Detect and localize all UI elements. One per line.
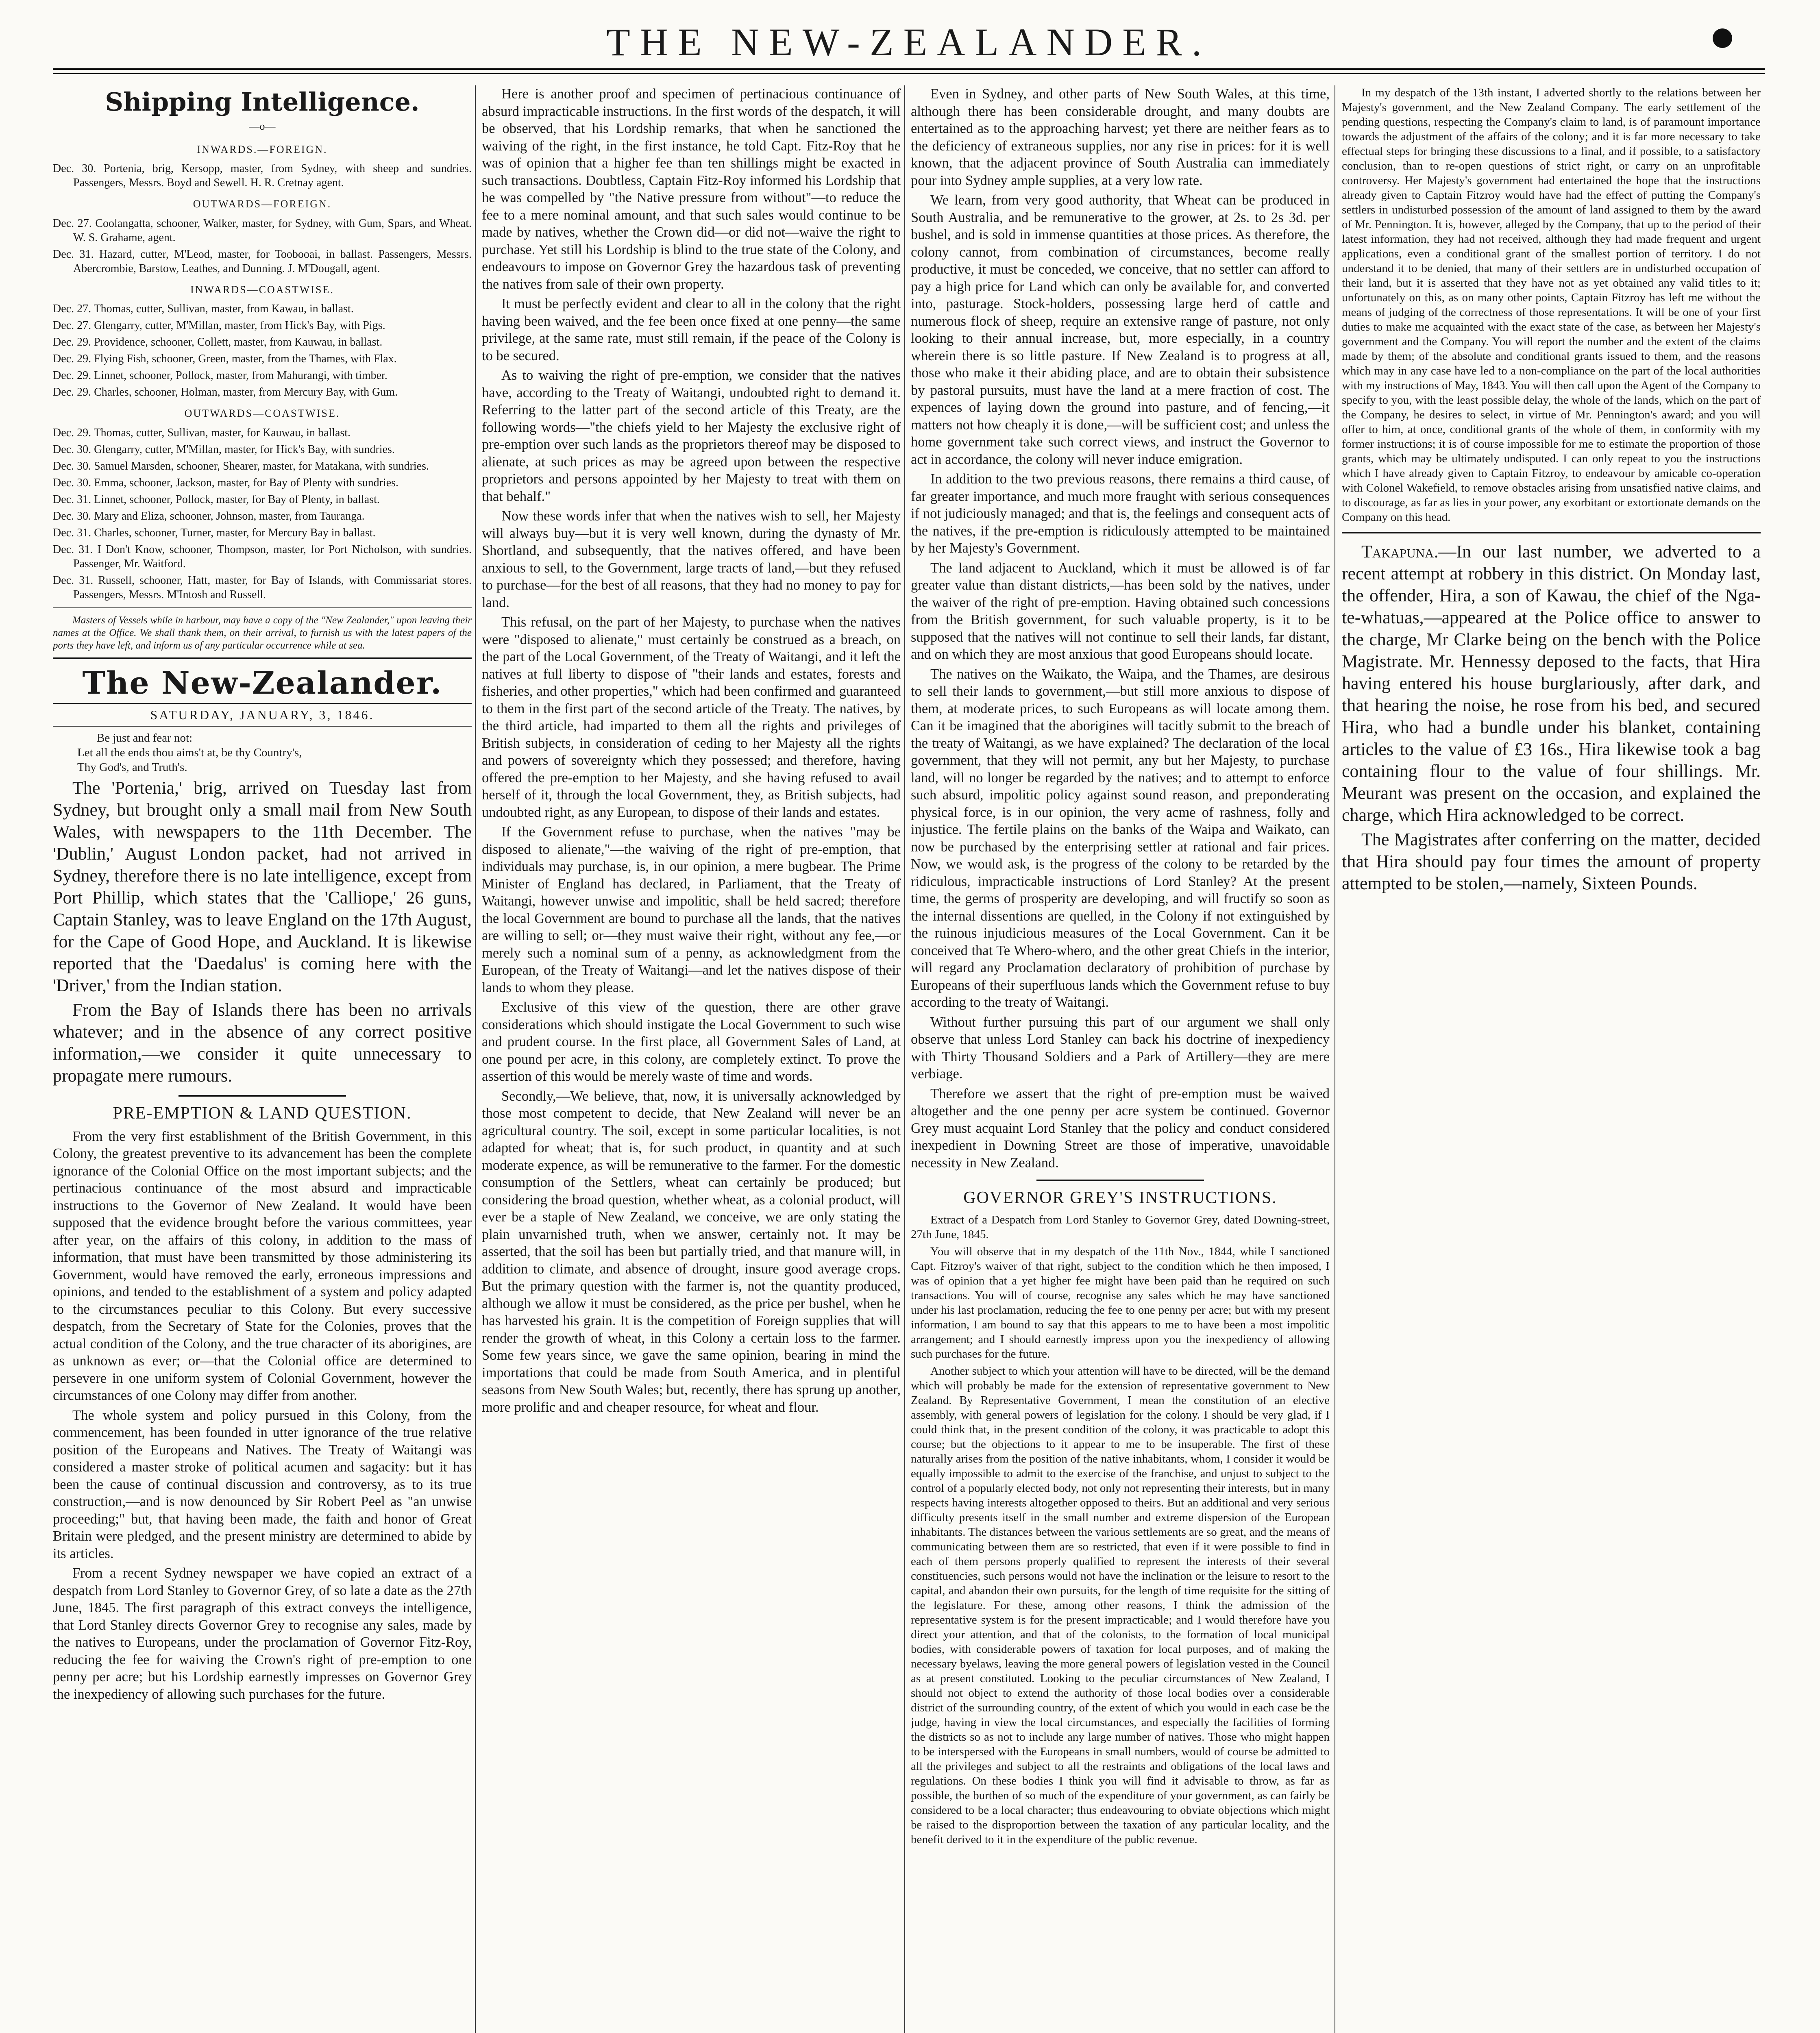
divider <box>53 607 472 608</box>
divider <box>53 657 472 659</box>
divider <box>179 1095 346 1097</box>
shipping-separator: —o— <box>249 120 276 132</box>
article-paragraph: If the Government refuse to purchase, when the natives "may be disposed to alienate,"—the waiving of the right of pre-emption, that individuals may purchase, is, in our opinion, a mere bugbear. The Prime Minister of England has declared, in Parliament, that the Treaty of Waitangi, however unwise and impolitic, shall be held sacred; therefore the local Government are bound to purchase all the lands, that the natives are willing to sell; or—they must waive their right, without any fee,—or merely such a nominal sum of a penny, as acknowledgment from the European, of the Treaty of Waitangi—and let the natives dispose of their lands to whom they please. <box>482 824 901 995</box>
shipping-entry: Dec. 30. Mary and Eliza, schooner, Johnson, master, from Tauranga. <box>53 509 365 522</box>
article-paragraph: Secondly,—We believe, that, now, it is universally acknowledged by those most competent to decide, that New Zealand will never be an agricultural country. The soil, except in some particular localities, is not adapted for wheat; that is, for such product, in quantity and at such moderate expence, as will be remunerative to the farmer. For the domestic consumption of the Settlers, wheat can certainly be produced; but considering the broad question, whether wheat, as a colonial product, will ever be a staple of New Zealand, we conceive, we are only stating the plain unvarnished truth, when we answer, certainly not. It may be asserted, that the soil has been but partially tried, and that manure will, in addition to climate, and absence of drought, insure good average crops. But the primary question with the farmer is, not the quantity produced, although we allow it must be considered, as the price per bushel, when he has harvested his grain. It is the competition of Foreign supplies that will render the growth of wheat, in this Colony a certain loss to the farmer. Some few years since, we gave the same opinion, bearing in mind the importations that could be made from South America, and in plentiful seasons from New South Wales; but, recently, there has sprung up another, more prolific and and cheaper resource, for wheat and flour. <box>482 1088 901 1415</box>
divider <box>1342 532 1761 533</box>
shipping-entry: Dec. 30. Samuel Marsden, schooner, Shearer, master, for Matakana, with sundries. <box>53 459 429 472</box>
takapuna-text: —In our last number, we adverted to a recent attempt at robbery in this district. On Monday last, the offender, Hira, a son of Kawau, the chief of the Nga-te-whatuas,—appeared at the Police office to answer to the charge, Mr Clarke being on the bench with the Police Magistrate. Mr. Hennessy deposed to the facts, that Hira having entered his house burglariously, after dark, and that hearing the noise, he rose from his bed, and secured Hira, who had a bundle under his blanket, containing articles to the value of £3 16s., Hira likewise took a bag containing flour to the value of four shillings. Mr. Meurant was present on the occasion, and explained the charge, which Hira acknowledged to be correct. <box>1342 542 1761 825</box>
article-paragraph: Therefore we assert that the right of pre-emption must be waived altogether and the one penny per acre system be continued. Governor Grey must acquaint Lord Stanley that the policy and conduct considered inexpedient in Downing Street are those of imperative, unavoidable necessity in New Zealand. <box>911 1086 1330 1171</box>
column-rule <box>475 85 476 2033</box>
takapuna-decision: The Magistrates after conferring on the matter, decided that Hira should pay four times the amount of property attempted to be stolen,—namely, Sixteen Pounds. <box>1342 829 1761 893</box>
shipping-entry: Dec. 29. Thomas, cutter, Sullivan, master, for Kauwau, in ballast. <box>53 426 351 439</box>
shipping-entry: Dec. 29. Linnet, schooner, Pollock, master, from Mahurangi, with timber. <box>53 369 388 382</box>
article-paragraph: The whole system and policy pursued in this Colony, from the commencement, has been founded in utter ignorance of the true relative position of the Europeans and Natives. The Treaty of Waitangi was considered a master stroke of political acumen and sagacity: but it has been the cause of continual discussion and controversy, as to its true construction,—and is now denounced by Sir Robert Peel as "an unwise proceeding;" but, that having been made, the faith and honor of Great Britain were pledged, and the present ministry are determined to abide by its articles. <box>53 1407 472 1561</box>
outwards-foreign-label: OUTWARDS—FOREIGN. <box>193 198 332 210</box>
column-2 <box>482 85 901 2033</box>
column-rule <box>904 85 905 2033</box>
takapuna-report <box>1342 541 1761 826</box>
article-paragraph: It must be perfectly evident and clear to all in the colony that the right having been waived, and the fee been once fixed at one penny—the same privilege, at the same rate, must still remain, if the peace of the Colony is to be secured. <box>482 296 901 364</box>
shipping-entry: Dec. 31. Hazard, cutter, M'Leod, master, for Toobooai, in ballast. Passengers, Messrs. Abercrombie, Barstow, Leathes, and Dunning. J. M'Dougall, agent. <box>53 248 472 275</box>
article-paragraph: As to waiving the right of pre-emption, we consider that the natives have, according to the Treaty of Waitangi, undoubted right to demand it. Referring to the latter part of the second article of this Treaty, are the following words—"the chiefs yield to her Majesty the exclusive right of pre-emption over such lands as the proprietors thereof may be disposed to alienate, at such prices as may be agreed upon between the respective proprietors and persons appointed by her Majesty to treat with them on that behalf." <box>482 368 901 504</box>
shipping-entry: Dec. 27. Glengarry, cutter, M'Millan, master, from Hick's Bay, with Pigs. <box>53 319 385 332</box>
despatch-paragraph: You will observe that in my despatch of the 11th Nov., 1844, while I sanctioned Capt. Fitzroy's waiver of that right, subject to the condition which he then imposed, I was of opinion that a yet higher fee might have been paid than he required on such transactions. You will of course, recognise any sales which he may have sanctioned under his last proclamation, reducing the fee to one penny per acre; but with my present information, I am bound to say that this appears to me to have been a most impolitic arrangement; and I should earnestly impress upon you the inexpediency of allowing such purchases for the future. <box>911 1245 1330 1360</box>
despatch-intro: Extract of a Despatch from Lord Stanley to Governor Grey, dated Downing-street, 27th June, 1845. <box>911 1213 1330 1241</box>
preemption-title: PRE-EMPTION & LAND QUESTION. <box>113 1104 412 1123</box>
shipping-entry: Dec. 30. Emma, schooner, Jackson, master, for Bay of Plenty with sundries. <box>53 476 399 489</box>
article-paragraph: Exclusive of this view of the question, there are other grave considerations which should instigate the Local Government to such wise and prudent course. In the first place, all Government Sales of Land, at one pound per acre, in this colony, are completely extinct. To prove the assertion of this would be merely waste of time and words. <box>482 999 901 1084</box>
article-paragraph: Even in Sydney, and other parts of New South Wales, at this time, although there has been considerable drought, and many doubts are entertained as to the approaching harvest; yet there are neither fears as to the deficiency of extraneous supplies, nor any rise in prices: for it is well known, that the adjacent province of South Australia can immediately pour into Sydney ample supplies, at a very low rate. <box>911 86 1330 188</box>
motto: Be just and fear not: Let all the ends thou aims't at, be thy Country's, Thy God's, and Truth's. <box>77 731 302 774</box>
paper-title: The New-Zealander. <box>82 664 442 701</box>
shipping-heading: Shipping Intelligence. <box>105 87 420 117</box>
article-paragraph: From the very first establishment of the British Government, in this Colony, the greatest preventive to its advancement has been the complete ignorance of the Colonial Office on the most important subjects; and the pertinacious continuance of the most absurd and impracticable instructions to the Governor of New Zealand. It would have been supposed that the evidence brought before the various committees, year after year, on the affairs of this colony, in addition to the mass of information, that must have been transmitted by those administering its Government, would have removed the early, erroneous impressions and opinions, and tended to the establishment of a system and policy adapted to the circumstances peculiar to this Colony. But every successive despatch, from the Secretary of State for the Colonies, proves that the actual condition of the Colony, and the true character of its aborigines, are as unknown as ever; or—that the Colonial office are determined to persevere in one uniform system of Colonial Government, however the circumstances of one Colony may differ from another. <box>53 1128 472 1403</box>
article-paragraph: This refusal, on the part of her Majesty, to purchase when the natives were "disposed to alienate," must certainly be construed as a breach, on the part of the Local Government, of the Treaty of Waitangi, and it left the natives at full liberty to dispose of "their lands and estates, forests and fisheries, and other properties," which had been confirmed and guaranteed to them in the first part of the second article of the Treaty. The natives, by the third article, had imparted to them all the rights and privileges of British subjects, in consideration of ceding to her Majesty all the rights and powers of sovereignty which they possessed; and therefore, having offered the pre-emption to her Majesty, and she having refused to avail herself of it, through the local Government, they, as British subjects, had undoubted right, as any European, to dispose of their lands and estates. <box>482 614 901 820</box>
inwards-coastwise-label: INWARDS—COASTWISE. <box>190 283 334 296</box>
article-paragraph: From a recent Sydney newspaper we have copied an extract of a despatch from Lord Stanley to Governor Grey, of so late a date as the 27th June, 1845. The first paragraph of this extract conveys the intelligence, that Lord Stanley directs Governor Grey to recognise any sales, made by the natives to Europeans, under the proclamation of Governor Fitz-Roy, reducing the fee for waiving the Crown's right of pre-emption to one penny per acre; but his Lordship earnestly impresses on Governor Grey the inexpediency of allowing such purchases for the future. <box>53 1565 472 1702</box>
shipping-entry: Dec. 27. Coolangatta, schooner, Walker, master, for Sydney, with Gum, Spars, and Wheat. W. S. Grahame, agent. <box>53 217 472 244</box>
masthead <box>53 16 1765 77</box>
instructions-title: GOVERNOR GREY'S INSTRUCTIONS. <box>963 1188 1277 1207</box>
masters-notice: Masters of Vessels while in harbour, may have a copy of the "New Zealander," upon leaving their names at the Office. We shall thank them, on their arrival, to furnish us with the latest papers of the ports they have left, and inform us of any particular occurrence while at sea. <box>53 614 472 651</box>
article-paragraph: Here is another proof and specimen of pertinacious continuance of absurd impracticable instructions. In the first words of the despatch, it will be observed, that his Lordship remarks, that when he sanctioned the waiving of the right, in the first instance, he told Capt. Fitz-Roy that he was of opinion that a higher fee than ten shillings might be exacted in such transactions. Doubtless, Captain Fitz-Roy informed his Lordship that he was compelled by "the Native pressure from without"—to reduce the fee to a mere nominal amount, and that such sales would continue to be made by natives, whether the Crown did—or did not—waive the right to purchase. Yet still his Lordship is blind to the true state of the Colony, and endeavours to impose on Governor Grey the hazardous task of preventing the natives from sale of their own property. <box>482 86 901 292</box>
masthead-rule <box>53 68 1765 70</box>
article-paragraph: In addition to the two previous reasons, there remains a third cause, of far greater importance, and much more fraught with serious consequences if not judiciously managed; and that is, the feelings and consequent acts of the natives, if the pre-emption is ridiculously attempted to be maintained by her Majesty's Government. <box>911 471 1330 556</box>
column-1 <box>53 85 472 2033</box>
shipping-entry: Dec. 31. Charles, schooner, Turner, master, for Mercury Bay in ballast. <box>53 526 376 539</box>
news-bay-of-islands: From the Bay of Islands there has been no arrivals whatever; and in the absence of any correct positive information,—we consider it quite unnecessary to propagate mere rumours. <box>53 1000 472 1086</box>
article-paragraph: We learn, from very good authority, that Wheat can be produced in South Australia, and be remunerative to the grower, at 2s. to 2s 3d. per bushel, and is sold in immense quantities at those prices. As therefore, the colony cannot, from combination of circumstances, become really productive, it must be conceded, we conceive, that no settler can afford to pay a high price for Land which can only be available for, and converted into, pasturage. Stock-holders, possessing large herd of cattle and numerous flock of sheep, require an extensive range of pasture, not only looking to their annual increase, but, more especially, in a country wherein there is so little pasture. If New Zealand is to progress at all, those who make it their abiding place, and are to obtain their subsistence by pastoral pursuits, must have the land at a mere fraction of cost. The expences of laying down the ground into pasture, and of fencing,—it matters not how cheaply it is done,—will be sufficient cost; and unless the home government take such correct views, and instruct the Governor to act in accordance, the colony will never induce emigration. <box>911 192 1330 467</box>
masthead-dot-ornament <box>1713 28 1732 48</box>
article-paragraph: Now these words infer that when the natives wish to sell, her Majesty will always buy—but it is very well known, during the dynasty of Mr. Shortland, and subsequently, that the natives offered, and have been anxious to sell, to the Government, large tracts of land,—but they refused to purchase—for the best of all reasons, that they had no money to pay for land. <box>482 508 901 610</box>
shipping-entry: Dec. 31. I Don't Know, schooner, Thompson, master, for Port Nicholson, with sundries. Passenger, Mr. Waitford. <box>53 543 472 570</box>
divider <box>1036 1180 1204 1181</box>
shipping-entry: Dec. 31. Linnet, schooner, Pollock, master, for Bay of Plenty, in ballast. <box>53 493 380 506</box>
outwards-coastwise-label: OUTWARDS—COASTWISE. <box>184 407 340 419</box>
news-portenia: The 'Portenia,' brig, arrived on Tuesday last from Sydney, but brought only a small mail from New South Wales, with newspapers to the 11th December. The 'Dublin,' August London packet, had not arrived in Sydney, therefore there is no late intelligence, except from Port Phillip, which states that the 'Calliope,' 26 guns, Captain Stanley, was to leave England on the 17th August, for the Cape of Good Hope, and Auckland. It is likewise reported that the 'Daedalus' is coming here with the 'Driver,' from the Indian station. <box>53 778 472 995</box>
article-paragraph: The land adjacent to Auckland, which it must be allowed is of far greater value than distant districts,—has been sold by the natives, under the waiver of the right of pre-emption. Having obtained such concessions from the British government, for such valuable property, is it to be supposed that the natives will not continue to sell their lands, far distant, and on which they are most anxious that good Europeans should locate. <box>911 560 1330 662</box>
inwards-foreign-label: INWARDS.—FOREIGN. <box>197 143 328 155</box>
dateline: SATURDAY, JANUARY, 3, 1846. <box>53 703 472 727</box>
column-4 <box>1342 85 1761 2033</box>
shipping-entry: Dec. 31. Russell, schooner, Hatt, master, for Bay of Islands, with Commissariat stores. Passengers, Messrs. M'Intosh and Russell. <box>53 574 472 601</box>
article-paragraph: Without further pursuing this part of our argument we shall only observe that unless Lord Stanley can back his doctrine of inexpediency with Thirty Thousand Soldiers and a Park of Artillery—they are mere verbiage. <box>911 1014 1330 1082</box>
shipping-entry: Dec. 29. Flying Fish, schooner, Green, master, from the Thames, with Flax. <box>53 353 397 365</box>
despatch-paragraph: Another subject to which your attention will have to be directed, will be the demand which will probably be made for the extension of representative government to New Zealand. By Representative Government, I mean the constitution of an elective assembly, with general powers of legislation for the colony. I should be very glad, if I could think that, in the present condition of the colony, it was practicable to adopt this course; but the objections to it appear to me to be insuperable. The first of these naturally arises from the position of the native inhabitants, whom, I consider it would be equally impossible to admit to the exercise of the franchise, and unjust to subject to the control of a popularly elected body, not only not representing their interests, but in many respects having interests altogether opposed to theirs. But an additional and very serious difficulty presents itself in the small number and extreme dispersion of the European inhabitants. The distances between the various settlements are so great, and the means of communicating between them are so restricted, that even if it were possible to find in each of them persons properly qualified to represent the interests of their several constituencies, such persons would not have the inclination or the leisure to resort to the capital, and abandon their own pursuits, for the length of time requisite for the sitting of the legislature. For these, among other reasons, I think the admission of the representative system is for the present impracticable; and I would therefore have you direct your attention, and that of the colonists, to the formation of local municipal bodies, with considerable powers of taxation for local purposes, and of making the necessary byelaws, leaving the more general powers of legislation vested in the Council as at present constituted. Looking to the peculiar circumstances of New Zealand, I should not object to extend the authority of those local bodies over a considerable district of the surrounding country, of the extent of which you would in each case be the judge, having in view the local circumstances, and especially the facilities of forming the districts so as not to include any large number of natives. Those who might happen to be interspersed with the Europeans in small numbers, would of course be admitted to all the privileges and subject to all the restraints and obligations of the local laws and regulations. On these bodies I think you will find it advisable to throw, as far as possible, the burthen of so much of the expenditure of your government, as can fairly be considered to be a local character; thus endeavouring to obviate objections which might be raised to the disproportion between the taxation of any particular locality, and the benefit derived to it in the expenditure of the public revenue. <box>911 1364 1330 1846</box>
takapuna-lead: Takapuna. <box>1361 542 1439 562</box>
shipping-entry: Dec. 30. Glengarry, cutter, M'Millan, master, for Hick's Bay, with sundries. <box>53 443 395 456</box>
article-paragraph: The natives on the Waikato, the Waipa, and the Thames, are desirous to sell their lands to government,—but still more anxious to dispose of them, at moderate prices, to such Europeans as will locate among them. Can it be imagined that the aborigines will tacitly submit to the breach of the treaty of Waitangi, as we have explained? The declaration of the local government, that they will not permit, any but her Majesty, to purchase land, will no longer be regarded by the natives; and to attempt to enforce such absurd, impolitic policy against sound reason, and preponderating physical force, is in our opinion, the very acme of rashness, folly and injustice. The fertile plains on the banks of the Waipa and Waikato, can now be purchased by the enterprising settler at rational and fair prices. Now, we would ask, is the progress of the colony to be retarded by the ridiculous, impracticable instructions of Lord Stanley? At the present time, the germs of prosperity are developing, and will fructify so soon as the internal dissentions are quelled, in the Colony if not extinguished by the ruinous injudicious measures of the Local Government. Can it be conceived that Te Whero-whero, and the other great Chiefs in the interior, will regard any Proclamation declaratory of prohibition of purchase by Europeans of their superfluous lands which the Government refuse to buy according to the treaty of Waitangi. <box>911 666 1330 1010</box>
shipping-entry: Dec. 30. Portenia, brig, Kersopp, master, from Sydney, with sheep and sundries. Passengers, Messrs. Boyd and Sewell. H. R. Cretnay agent. <box>53 162 472 189</box>
shipping-entry: Dec. 29. Providence, schooner, Collett, master, from Kauwau, in ballast. <box>53 336 383 348</box>
shipping-entry: Dec. 29. Charles, schooner, Holman, master, from Mercury Bay, with Gum. <box>53 386 398 398</box>
column-3 <box>911 85 1330 2033</box>
shipping-entry: Dec. 27. Thomas, cutter, Sullivan, master, from Kawau, in ballast. <box>53 303 354 315</box>
masthead-title: THE NEW-ZEALANDER. <box>606 20 1211 64</box>
masthead-rule-thin <box>53 73 1765 74</box>
despatch-paragraph: In my despatch of the 13th instant, I adverted shortly to the relations between her Majesty's government, and the New Zealand Company. The early settlement of the pending questions, respecting the Company's claim to land, is of paramount importance towards the adjustment of the affairs of the colony; and it is far more necessary to take effectual steps for bringing these discussions to a final, and if possible, to a satisfactory conclusion, than to re-open questions of strict right, or carry on an unprofitable controversy. Her Majesty's government had entertained the hope that the instructions already given to Captain Fitzroy would have had the effect of putting the Company's settlers in undisturbed possession of the amount of land assigned to them by the award of Mr. Pennington. It is, however, alleged by the Company, that up to the period of their latest information, they had not received, although they had made frequent and urgent applications, even a conditional grant of the smallest portion of territory. I do not understand it to be denied, that many of their settlers are in undisturbed occupation of their land, but it is asserted that they have not as yet obtained any valid titles to it; unfortunately on this, as on many other points, Captain Fitzroy has left me without the means of judging of the correctness of those representations. It will be one of your first duties to make me acquainted with the exact state of the case, as between her Majesty's government and the Company. You will report the number and the extent of the claims made by them; of the absolute and conditional grants issued to them, and the reasons which may in any case have led to a non-compliance on the part of the local authorities with my instructions of May, 1843. You will then call upon the Agent of the Company to specify to you, with the least possible delay, the whole of the lands, which on the part of the Company, he desires to select, in virtue of Mr. Pennington's award; and you will offer to him, at once, conditional grants of the whole of them, in conformity with my former instructions; it is of course impossible for me to estimate the proportion of those grants, which may be ultimately undisputed. I can only repeat to you the instructions which I have already given to Captain Fitzroy, to endeavour by amicable co-operation with Colonel Wakefield, to remove obstacles arising from unsatisfied native claims, and to discourage, as far as lies in your power, any exorbitant or extortionate demands on the Company on this head. <box>1342 86 1761 524</box>
